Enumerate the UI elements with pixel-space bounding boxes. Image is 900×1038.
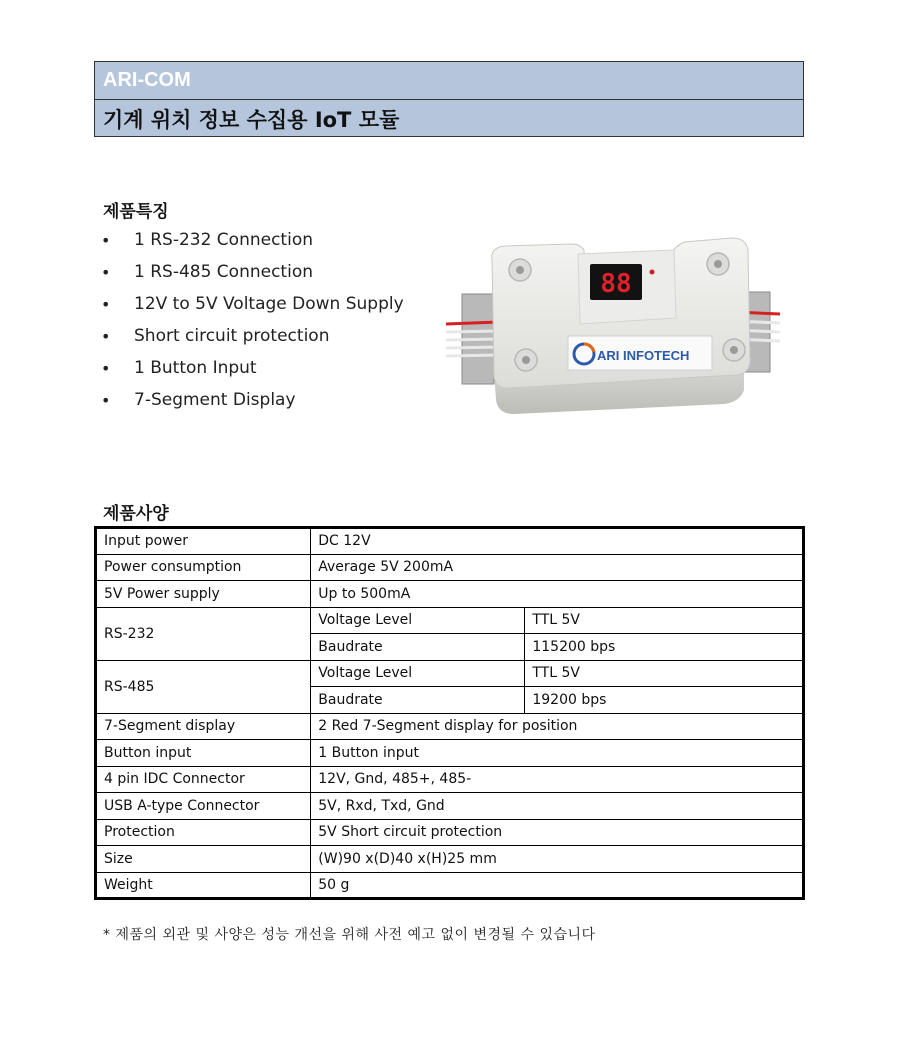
- bullet-icon: •: [101, 262, 111, 282]
- spec-value: Up to 500mA: [311, 581, 804, 608]
- spec-label: Size: [96, 846, 311, 873]
- table-row: [96, 581, 804, 608]
- spec-value: 1 Button input: [311, 740, 804, 767]
- spec-value: 12V, Gnd, 485+, 485-: [311, 766, 804, 793]
- list-item: • 1 RS-232 Connection: [101, 230, 313, 250]
- table-row: [96, 528, 804, 555]
- spec-label: Button input: [96, 740, 311, 767]
- table-row: [96, 793, 804, 820]
- spec-value: 5V Short circuit protection: [311, 819, 804, 846]
- brand-logo-text: ARI INFOTECH: [597, 348, 690, 363]
- table-row: [96, 819, 804, 846]
- spec-value: TTL 5V: [525, 660, 804, 687]
- brand-title: ARI-COM: [95, 62, 803, 100]
- spec-label: 7-Segment display: [96, 713, 311, 740]
- spec-value: 2 Red 7-Segment display for position: [311, 713, 804, 740]
- table-row: [96, 766, 804, 793]
- title-box: [94, 61, 804, 137]
- table-row: [96, 554, 804, 581]
- spec-label: 4 pin IDC Connector: [96, 766, 311, 793]
- spec-label: Input power: [96, 528, 311, 555]
- spec-sublabel: Baudrate: [311, 687, 525, 714]
- bullet-icon: •: [101, 326, 111, 346]
- spec-label: RS-232: [96, 607, 311, 660]
- module-illustration: [444, 232, 784, 422]
- bullet-icon: •: [101, 358, 111, 378]
- list-item: • 1 RS-485 Connection: [101, 262, 313, 282]
- list-item: • 1 Button Input: [101, 358, 257, 378]
- list-item: • Short circuit protection: [101, 326, 330, 346]
- disclaimer-note: * 제품의 외관 및 사양은 성능 개선을 위해 사전 예고 없이 변경될 수 있습니다: [103, 927, 596, 943]
- spec-value: 5V, Rxd, Txd, Gnd: [311, 793, 804, 820]
- spec-value: 19200 bps: [525, 687, 804, 714]
- table-row: [96, 846, 804, 873]
- product-subtitle: 기계 위치 정보 수집용 IoT 모듈: [103, 107, 400, 132]
- spec-value: (W)90 x(D)40 x(H)25 mm: [311, 846, 804, 873]
- seven-segment-digits: 88: [600, 269, 632, 299]
- bullet-icon: •: [101, 230, 111, 250]
- spec-label: RS-485: [96, 660, 311, 713]
- feature-list: [101, 224, 404, 416]
- spec-value: DC 12V: [311, 528, 804, 555]
- spec-value: 115200 bps: [525, 634, 804, 661]
- spec-value: Average 5V 200mA: [311, 554, 804, 581]
- spec-value: TTL 5V: [525, 607, 804, 634]
- specs-heading: 제품사양: [103, 504, 169, 524]
- spec-sublabel: Baudrate: [311, 634, 525, 661]
- spec-label: Power consumption: [96, 554, 311, 581]
- spec-sublabel: Voltage Level: [311, 607, 525, 634]
- spec-sublabel: Voltage Level: [311, 660, 525, 687]
- table-row: [96, 740, 804, 767]
- bullet-icon: •: [101, 294, 111, 314]
- product-photo: [444, 232, 784, 422]
- list-item: • 7-Segment Display: [101, 390, 296, 410]
- bullet-icon: •: [101, 390, 111, 410]
- features-heading: 제품특징: [103, 202, 169, 222]
- table-row: [96, 660, 804, 687]
- spec-table: [94, 526, 805, 900]
- table-row: [96, 607, 804, 634]
- spec-label: Weight: [96, 872, 311, 899]
- spec-value: 50 g: [311, 872, 804, 899]
- spec-label: Protection: [96, 819, 311, 846]
- spec-label: 5V Power supply: [96, 581, 311, 608]
- spec-label: USB A-type Connector: [96, 793, 311, 820]
- list-item: • 12V to 5V Voltage Down Supply: [101, 294, 404, 314]
- table-row: [96, 872, 804, 899]
- table-row: [96, 713, 804, 740]
